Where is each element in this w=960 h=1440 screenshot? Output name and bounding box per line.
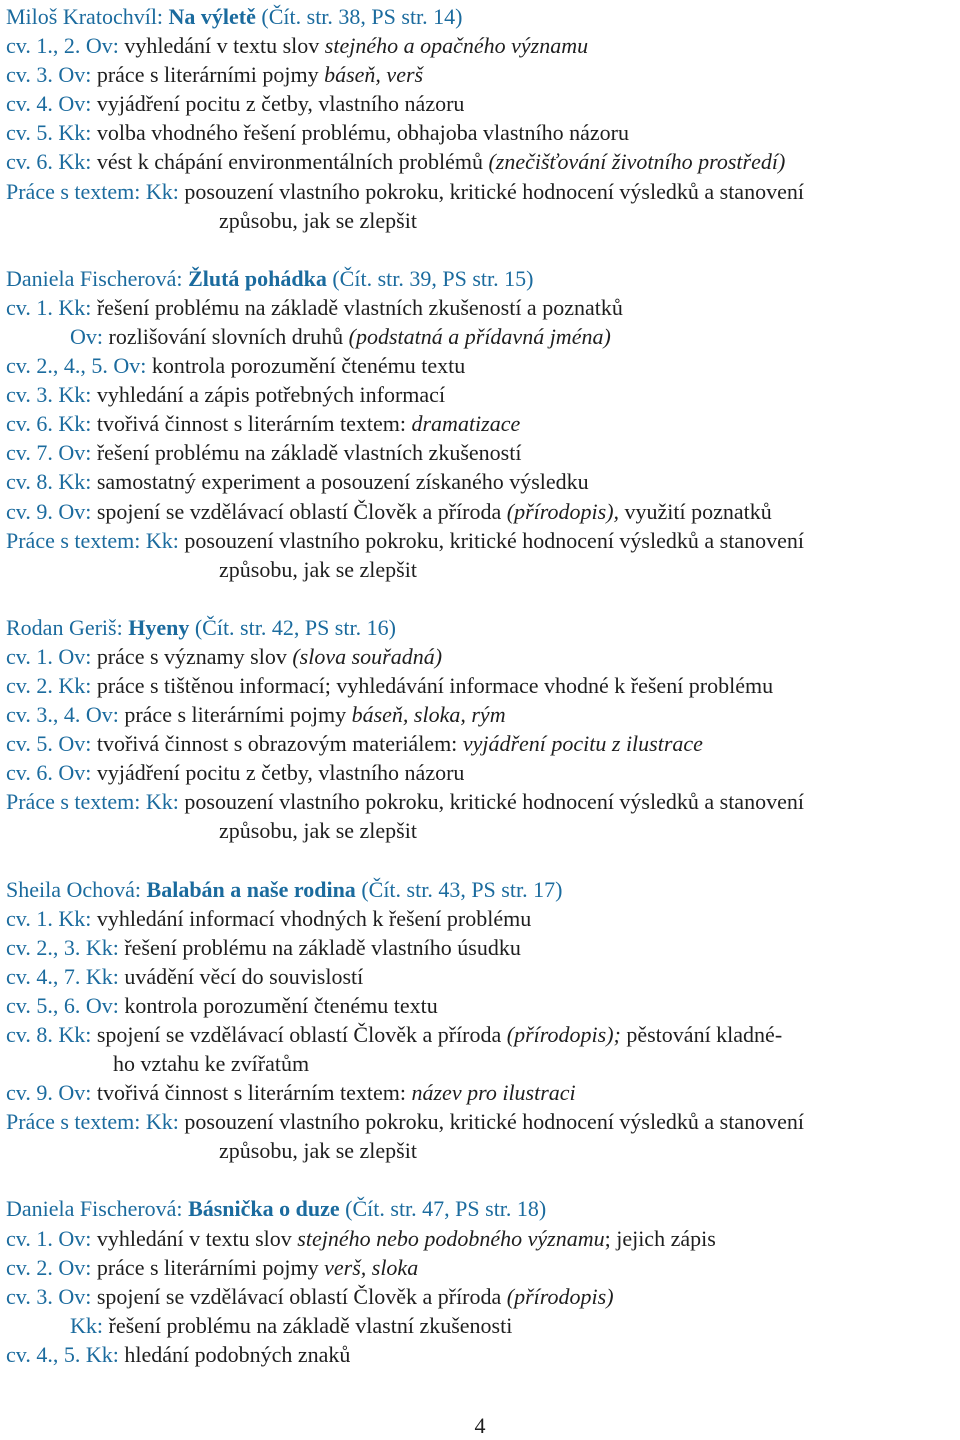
- work-with-text-continuation: způsobu, jak se zlepšit: [219, 1138, 417, 1164]
- exercise-line: cv. 4. Ov: vyjádření pocitu z četby, vlastního názoru: [6, 91, 465, 117]
- exercise-line: cv. 3. Ov: práce s literárními pojmy báseň, verš: [6, 62, 424, 88]
- work-with-text-line: Práce s textem: Kk: posouzení vlastního pokroku, kritické hodnocení výsledků a stanovení: [6, 527, 804, 553]
- exercise-line: cv. 4., 7. Kk: uvádění věcí do souvislostí: [6, 963, 364, 989]
- section-na-vylete: [6, 2, 956, 235]
- author: Rodan Geriš:: [6, 614, 129, 640]
- exercise-line: cv. 5., 6. Ov: kontrola porozumění čtenému textu: [6, 992, 438, 1018]
- exercise-line: cv. 4., 5. Kk: hledání podobných znaků: [6, 1341, 351, 1367]
- exercise-line: cv. 1. Kk: vyhledání informací vhodných k řešení problému: [6, 905, 532, 931]
- story-title: Žlutá pohádka: [188, 265, 327, 291]
- section-heading: [6, 264, 956, 293]
- author: Daniela Fischerová:: [6, 1196, 189, 1222]
- work-with-text-line: Práce s textem: Kk: posouzení vlastního pokroku, kritické hodnocení výsledků a stanovení: [6, 178, 804, 204]
- exercise-line: cv. 3., 4. Ov: práce s literárními pojmy báseň, sloka, rým: [6, 702, 506, 728]
- story-title: Básnička o duze: [188, 1196, 340, 1222]
- section-heading: [6, 2, 956, 31]
- exercise-line: cv. 5. Ov: tvořivá činnost s obrazovým materiálem: vyjádření pocitu z ilustrace: [6, 731, 703, 757]
- section-heading: [6, 1194, 956, 1223]
- page-reference: (Čít. str. 39, PS str. 15): [326, 265, 534, 291]
- page-reference: (Čít. str. 47, PS str. 18): [339, 1196, 547, 1222]
- work-with-text-continuation: způsobu, jak se zlepšit: [219, 207, 417, 233]
- exercise-line: cv. 9. Ov: spojení se vzdělávací oblastí Člověk a příroda (přírodopis), využití poznatků: [6, 498, 772, 524]
- exercise-line: Kk: řešení problému na základě vlastní zkušenosti: [70, 1312, 513, 1338]
- page-reference: (Čít. str. 42, PS str. 16): [189, 614, 396, 640]
- exercise-line: cv. 1. Kk: řešení problému na základě vlastních zkušeností a poznatků: [6, 294, 623, 320]
- exercise-line: cv. 8. Kk: samostatný experiment a posouzení získaného výsledku: [6, 469, 589, 495]
- section-balaban-a-nase-rodina: [6, 875, 956, 1166]
- exercise-line: cv. 2. Ov: práce s literárními pojmy verš, sloka: [6, 1254, 419, 1280]
- work-with-text-continuation: způsobu, jak se zlepšit: [219, 556, 417, 582]
- work-with-text-line: Práce s textem: Kk: posouzení vlastního pokroku, kritické hodnocení výsledků a stanovení: [6, 1109, 804, 1135]
- page-reference: (Čít. str. 38, PS str. 14): [255, 4, 463, 29]
- section-basnicka-o-duze: [6, 1194, 956, 1369]
- exercise-line: cv. 6. Kk: vést k chápání environmentálních problémů (znečišťování životního prostředí): [6, 149, 786, 175]
- exercise-line: cv. 1. Ov: práce s významy slov (slova souřadná): [6, 643, 443, 669]
- story-title: Na výletě: [168, 4, 256, 29]
- section-zluta-pohadka: [6, 264, 956, 584]
- exercise-line: cv. 6. Ov: vyjádření pocitu z četby, vlastního názoru: [6, 760, 465, 786]
- section-heading: [6, 613, 956, 642]
- author: Miloš Kratochvíl:: [6, 4, 169, 29]
- work-with-text-continuation: způsobu, jak se zlepšit: [219, 818, 417, 844]
- exercise-continuation: ho vztahu ke zvířatům: [113, 1051, 310, 1077]
- work-with-text-line: Práce s textem: Kk: posouzení vlastního pokroku, kritické hodnocení výsledků a stanovení: [6, 789, 804, 815]
- author: Daniela Fischerová:: [6, 265, 189, 291]
- section-heading: [6, 875, 956, 904]
- exercise-line: cv. 2., 3. Kk: řešení problému na základě vlastního úsudku: [6, 934, 521, 960]
- page-reference: (Čít. str. 43, PS str. 17): [355, 876, 563, 902]
- story-title: Balabán a naše rodina: [146, 876, 356, 902]
- exercise-line: cv. 5. Kk: volba vhodného řešení problému, obhajoba vlastního názoru: [6, 120, 629, 146]
- exercise-line: cv. 9. Ov: tvořivá činnost s literárním textem: název pro ilustraci: [6, 1080, 576, 1106]
- story-title: Hyeny: [128, 614, 190, 640]
- document-page: [6, 2, 956, 1369]
- exercise-line: cv. 1. Ov: vyhledání v textu slov stejného nebo podobného významu; jejich zápis: [6, 1225, 716, 1251]
- exercise-line: cv. 7. Ov: řešení problému na základě vlastních zkušeností: [6, 440, 522, 466]
- author: Sheila Ochová:: [6, 876, 147, 902]
- exercise-line: cv. 2., 4., 5. Ov: kontrola porozumění čtenému textu: [6, 353, 466, 379]
- section-hyeny: [6, 613, 956, 846]
- exercise-line: cv. 3. Kk: vyhledání a zápis potřebných informací: [6, 382, 446, 408]
- page-number: 4: [474, 1413, 486, 1438]
- exercise-line: cv. 8. Kk: spojení se vzdělávací oblastí Člověk a příroda (přírodopis); pěstování kladné-: [6, 1022, 783, 1047]
- exercise-line: cv. 2. Kk: práce s tištěnou informací; vyhledávání informace vhodné k řešení problému: [6, 672, 774, 698]
- exercise-line: cv. 6. Kk: tvořivá činnost s literárním textem: dramatizace: [6, 411, 521, 437]
- exercise-line: Ov: rozlišování slovních druhů (podstatná a přídavná jména): [70, 323, 611, 349]
- exercise-line: cv. 1., 2. Ov: vyhledání v textu slov stejného a opačného významu: [6, 33, 589, 59]
- exercise-line: cv. 3. Ov: spojení se vzdělávací oblastí Člověk a příroda (přírodopis): [6, 1283, 614, 1309]
